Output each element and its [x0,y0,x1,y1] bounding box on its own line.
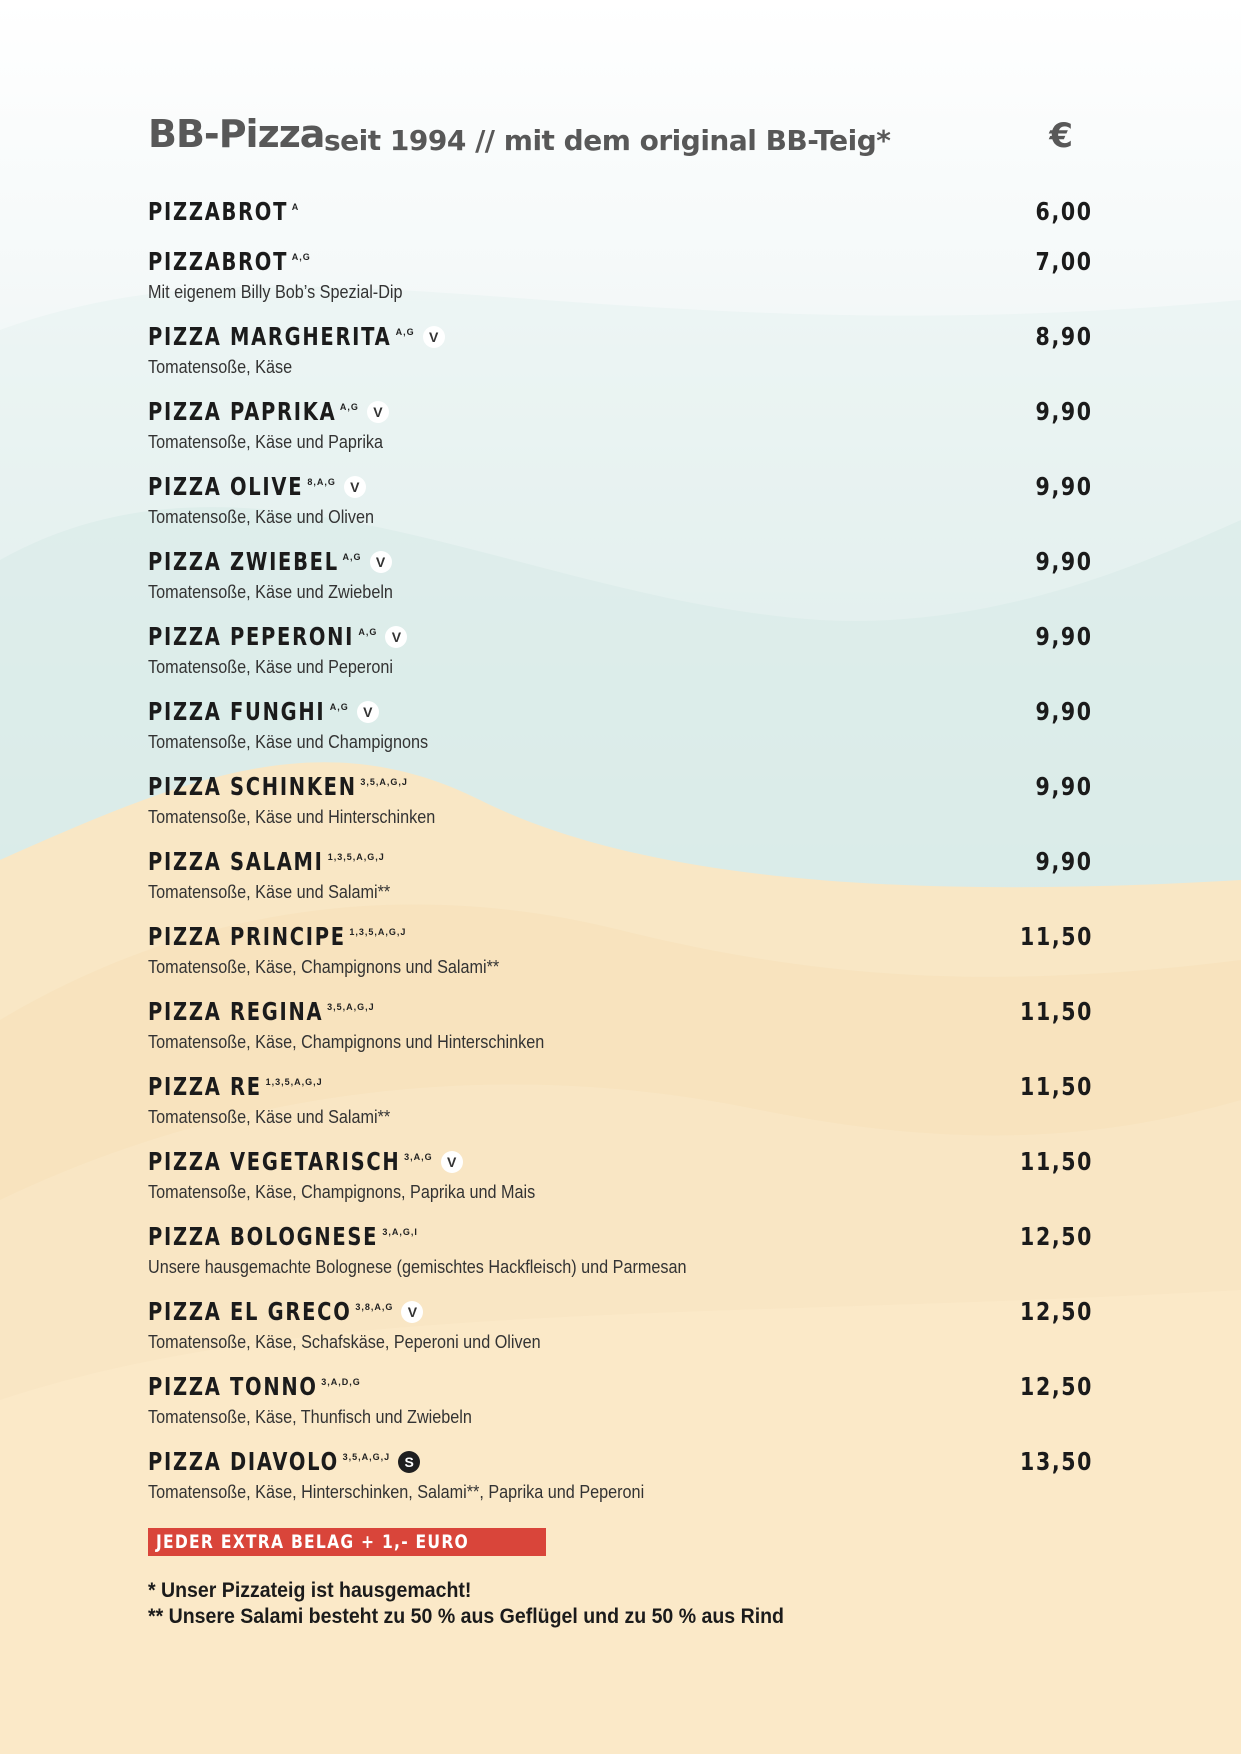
vegetarian-badge-icon: V [367,401,389,423]
allergen-codes: 3,5,A,G,J [360,777,408,787]
menu-item [148,246,1093,304]
menu-item-description: Mit eigenem Billy Bob’s Spezial-Dip [148,282,403,302]
menu-item-header [148,771,1093,803]
menu-item-price: 6,00 [1035,197,1093,226]
allergen-codes: 1,3,5,A,G,J [349,927,407,937]
menu-item-header [148,1221,1093,1253]
allergen-codes: 8,A,G [307,477,336,487]
vegetarian-badge-icon: V [370,551,392,573]
menu-item [148,1146,1093,1204]
menu-item-description: Tomatensoße, Käse, Schafskäse, Peperoni und Oliven [148,1332,541,1352]
menu-item [148,771,1093,829]
menu-item-header [148,1371,1093,1403]
allergen-codes: 3,A,D,G [321,1377,361,1387]
menu-item-price: 11,50 [1019,922,1093,951]
allergen-codes: A,G [329,702,349,712]
vegetarian-badge-icon: V [385,626,407,648]
menu-item-description: Tomatensoße, Käse, Champignons, Paprika und Mais [148,1182,536,1202]
menu-item-header [148,1446,1093,1478]
menu-item [148,1221,1093,1279]
menu-item [148,621,1093,679]
menu-item-header [148,321,1093,353]
menu-item-description: Tomatensoße, Käse, Thunfisch und Zwiebeln [148,1407,472,1427]
menu-item-header [148,471,1093,503]
spicy-badge-icon: S [398,1451,420,1473]
extra-topping-text: JEDER EXTRA BELAG + 1,- EURO [156,1531,470,1553]
menu-item-price: 11,50 [1019,997,1093,1026]
menu-item [148,921,1093,979]
menu-item-description: Tomatensoße, Käse und Hinterschinken [148,807,436,827]
menu-item-price: 9,90 [1035,397,1093,426]
menu-item-price: 7,00 [1035,247,1093,276]
menu-item-header [148,1146,1093,1178]
menu-item-header [148,1296,1093,1328]
vegetarian-badge-icon: V [423,326,445,348]
menu-item-name: PIZZABROT [148,197,289,226]
allergen-codes: 3,5,A,G,J [327,1002,375,1012]
menu-item [148,696,1093,754]
menu-item-description: Tomatensoße, Käse und Paprika [148,432,384,452]
menu-item-name: PIZZA FUNGHI [148,697,326,726]
menu-item-header [148,621,1093,653]
menu-item-price: 9,90 [1035,772,1093,801]
menu-item-price: 12,50 [1019,1297,1093,1326]
vegetarian-badge-icon: V [401,1301,423,1323]
menu-item-name: PIZZA REGINA [148,997,324,1026]
menu-item-name: PIZZA DIAVOLO [148,1447,339,1476]
menu-item-name: PIZZA RE [148,1072,262,1101]
vegetarian-badge-icon: V [441,1151,463,1173]
menu-item-price: 9,90 [1035,697,1093,726]
footnote-salami: ** Unsere Salami besteht zu 50 % aus Geflügel und zu 50 % aus Rind [148,1605,784,1628]
allergen-codes: A,G [358,627,378,637]
menu-item-description: Tomatensoße, Käse und Salami** [148,1107,391,1127]
menu-item-description: Tomatensoße, Käse und Champignons [148,732,429,752]
allergen-codes: A [291,202,300,212]
currency-symbol: € [1049,116,1073,156]
menu-item-header [148,996,1093,1028]
menu-item [148,546,1093,604]
menu-item-price: 13,50 [1019,1447,1093,1476]
menu-item [148,471,1093,529]
brand-title: BB-Pizza [148,112,325,156]
allergen-codes: 3,A,G,I [382,1227,418,1237]
menu-item-name: PIZZA EL GRECO [148,1297,352,1326]
menu-item [148,996,1093,1054]
menu-item-header [148,1071,1093,1103]
menu-item-name: PIZZA PAPRIKA [148,397,337,426]
menu-item-description: Tomatensoße, Käse und Salami** [148,882,391,902]
footnote-dough: * Unser Pizzateig ist hausgemacht! [148,1579,472,1602]
menu-item-name: PIZZA OLIVE [148,472,304,501]
allergen-codes: 3,8,A,G [355,1302,394,1312]
allergen-codes: 3,A,G [404,1152,433,1162]
menu-item-description: Tomatensoße, Käse und Peperoni [148,657,393,677]
vegetarian-badge-icon: V [357,701,379,723]
menu-item-description: Tomatensoße, Käse [148,357,293,377]
menu-item-name: PIZZA VEGETARISCH [148,1147,401,1176]
menu-item-price: 11,50 [1019,1147,1093,1176]
menu-item-price: 9,90 [1035,622,1093,651]
vegetarian-badge-icon: V [344,476,366,498]
menu-item [148,1371,1093,1429]
menu-item-description: Tomatensoße, Käse und Zwiebeln [148,582,393,602]
menu-item-header [148,696,1093,728]
menu-item-name: PIZZA SALAMI [148,847,324,876]
menu-item-header [148,246,1093,278]
menu-item [148,1296,1093,1354]
menu-item-price: 12,50 [1019,1222,1093,1251]
menu-item-name: PIZZA TONNO [148,1372,318,1401]
menu-item-price: 11,50 [1019,1072,1093,1101]
menu-item-name: PIZZA BOLOGNESE [148,1222,379,1251]
allergen-codes: A,G [395,327,415,337]
allergen-codes: A,G [291,252,311,262]
allergen-codes: 1,3,5,A,G,J [265,1077,323,1087]
menu-item [148,321,1093,379]
menu-item-name: PIZZABROT [148,247,289,276]
menu-item-description: Tomatensoße, Käse, Champignons und Salami** [148,957,500,977]
menu-item [148,1071,1093,1129]
menu-item [148,1446,1093,1504]
menu-item-header [148,196,1093,228]
menu-item-name: PIZZA ZWIEBEL [148,547,339,576]
allergen-codes: A,G [339,402,359,412]
menu-item-name: PIZZA MARGHERITA [148,322,392,351]
menu-item-price: 9,90 [1035,472,1093,501]
menu-item-price: 12,50 [1019,1372,1093,1401]
menu-item-name: PIZZA PRINCIPE [148,922,346,951]
menu-item-header [148,846,1093,878]
menu-item-description: Tomatensoße, Käse und Oliven [148,507,375,527]
brand-tagline: seit 1994 // mit dem original BB-Teig* [324,124,891,157]
menu-item-price: 9,90 [1035,547,1093,576]
menu-item-name: PIZZA PEPERONI [148,622,355,651]
allergen-codes: A,G [342,552,362,562]
menu-item-header [148,921,1093,953]
menu-item-header [148,546,1093,578]
menu-item-description: Tomatensoße, Käse, Champignons und Hinterschinken [148,1032,545,1052]
menu-item-description: Tomatensoße, Käse, Hinterschinken, Salami**, Paprika und Peperoni [148,1482,645,1502]
menu-item-name: PIZZA SCHINKEN [148,772,357,801]
menu-header [148,108,1093,168]
menu-item-header [148,396,1093,428]
menu-item-price: 9,90 [1035,847,1093,876]
allergen-codes: 1,3,5,A,G,J [327,852,385,862]
menu-item [148,846,1093,904]
menu-item-price: 8,90 [1035,322,1093,351]
menu-item [148,396,1093,454]
allergen-codes: 3,5,A,G,J [342,1452,391,1462]
extra-topping-note [148,1528,546,1556]
footnotes [148,1578,832,1630]
menu-item-description: Unsere hausgemachte Bolognese (gemischtes Hackfleisch) und Parmesan [148,1257,687,1277]
menu-item [148,196,1093,228]
